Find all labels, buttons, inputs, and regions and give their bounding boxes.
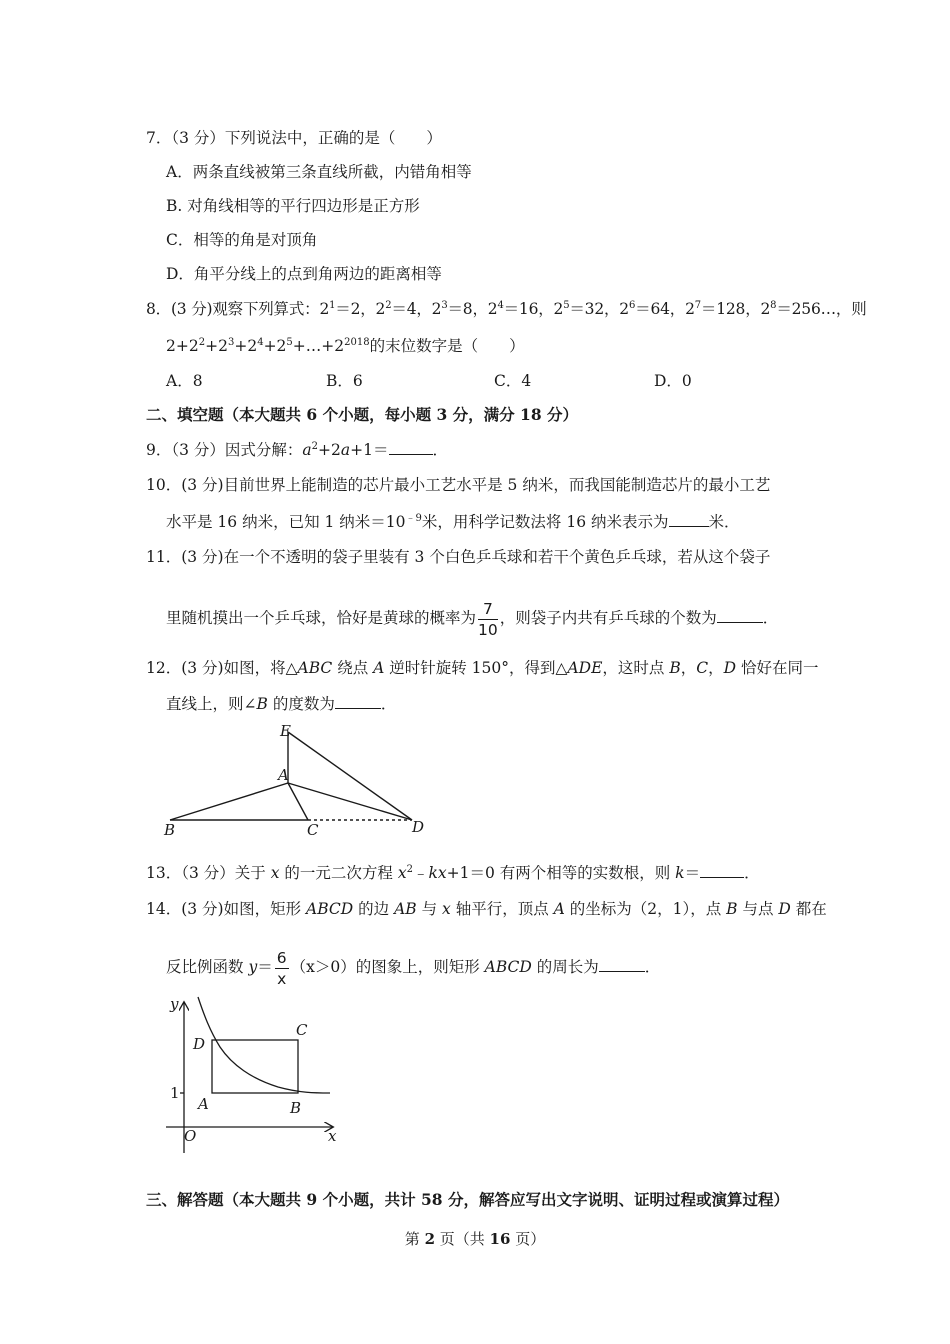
q8-option-b: B．6 [326,372,363,390]
label-A: A [278,766,289,784]
q14-line1: 14．(3 分)如图，矩形 ABCD 的边 AB 与 x 轴平行，顶点 A 的坐标为（2，1），点 B 与点 D 都在 [146,900,827,918]
section-3-title: 三、解答题（本大题共 9 个小题，共计 58 分，解答应写出文字说明、证明过程或演算过程） [146,1190,789,1209]
q7-option-c: C．相等的角是对顶角 [166,231,318,249]
label-C: C [296,1021,308,1039]
segment-AB [170,783,288,820]
q12-line2: 直线上，则∠B 的度数为 ． [166,695,397,713]
q8-option-c: C．4 [494,372,532,390]
q9: 9．（3 分）因式分解：$a^2+2a+1=$ ． [146,441,449,459]
q13-answer-blank [700,863,744,878]
q8-line2: $2+2^2+2^3+2^4+2^5+\dots+2^{2018}$的末位数字是（ ） [166,337,525,355]
section-2-title: 二、填空题（本大题共 6 个小题，每小题 3 分，满分 18 分） [146,405,579,424]
label-x: x [328,1127,337,1145]
q11-line2: 里随机摸出一个乒乓球，恰好是黄球的概率为 $\frac{7}{10}$ ，则袋子内共有乒乓球的个数为 ． [166,599,779,639]
label-E: E [280,722,291,740]
segment-ED [288,732,412,820]
segment-AD [288,783,412,820]
q14-fraction: $\frac{6}{x}$ [276,948,287,988]
q7-stem: 7．（3 分）下列说法中，正确的是（ ） [146,129,442,147]
q7-option-d: D．角平分线上的点到角两边的距离相等 [166,265,442,283]
q10-answer-blank [669,512,709,527]
q11-line1: 11．(3 分)在一个不透明的袋子里装有 3 个白色乒乓球和若干个黄色乒乓球，若从这个袋子 [146,548,771,566]
q14-line2: 反比例函数 y＝ $\frac{6}{x}$ （x＞0）的图象上，则矩形 ABCD 的周长为 ． [166,948,661,988]
q7-option-a: A．两条直线被第三条直线所截，内错角相等 [166,163,472,181]
q12-line1: 12．(3 分)如图，将△ABC 绕点 A 逆时针旋转 150°，得到△ADE，这时点 B，C，D 恰好在同一 [146,659,819,677]
q7-option-b: B. 对角线相等的平行四边形是正方形 [166,197,420,215]
q8-option-d: D．0 [654,372,692,390]
q11-fraction: $\frac{7}{10}$ [478,599,498,639]
q8-line1: 8．(3 分)观察下列算式：$2^1=2$，$2^2=4$，$2^3=8$，$2^4=16$，$2^5=32$，$2^6=64$，$2^7=128$，$2^8=256\dots$，则 [146,300,867,318]
label-D: D [193,1035,206,1053]
label-B: B [290,1099,302,1117]
q9-answer-blank [389,440,433,455]
hyperbola-curve [198,997,330,1093]
q8-option-a: A．8 [166,372,203,390]
label-C: C [307,821,319,839]
q12-answer-blank [335,694,381,709]
q10-line2: 水平是 16 纳米，已知 1 纳米$=10^{﹣9}$米，用科学记数法将 16 纳米表示为 米． [166,513,740,531]
q14-figure [160,995,350,1157]
q10-line1: 10．(3 分)目前世界上能制造的芯片最小工艺水平是 5 纳米，而我国能制造芯片的最小工艺 [146,476,771,494]
q13: 13．（3 分）关于 x 的一元二次方程 $x^2﹣kx+1=0$ 有两个相等的实数根，则 k＝ ． [146,864,760,882]
page-footer: 第 2 页（共 16 页） [404,1230,546,1248]
rectangle-ABCD [212,1040,298,1093]
q12-figure [150,720,440,840]
label-B: B [164,821,176,839]
q11-answer-blank [717,608,763,623]
label-D: D [412,818,425,836]
label-1: 1 [170,1084,180,1102]
label-y: y [170,995,179,1013]
q14-answer-blank [599,957,645,972]
label-O: O [184,1127,197,1145]
label-A: A [198,1095,209,1113]
